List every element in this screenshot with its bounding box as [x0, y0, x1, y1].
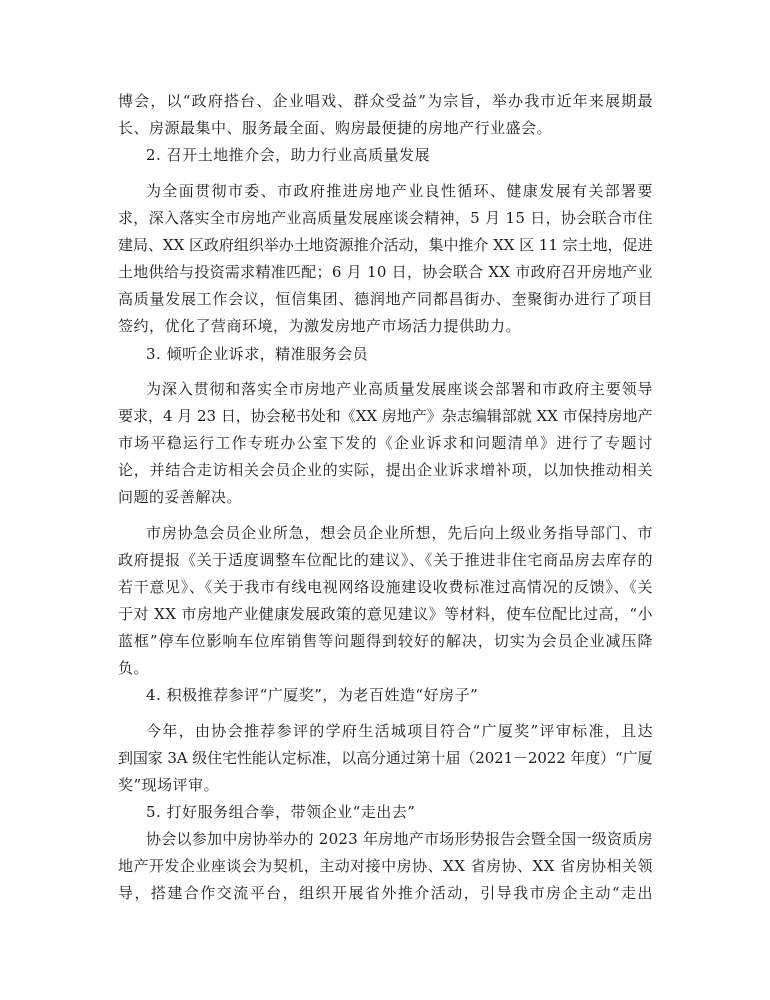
text-line: 若干意见》、《关于我市有线电视网络设施建设收费标准过高情况的反馈》、《关	[118, 578, 654, 596]
text-line: 奖”现场评审。	[118, 776, 220, 794]
text-line: 地产开发企业座谈会为契机，主动对接中房协、XX 省房协、XX 省房协相关领	[118, 857, 653, 875]
text-line: 问题的妥善解决。	[118, 488, 243, 506]
text-line: 签约，优化了营商环境，为激发房地产市场活力提供助力。	[118, 317, 522, 335]
text-line: 土地供给与投资需求精准匹配；6 月 10 日，协会联合 XX 市政府召开房地产业	[118, 263, 653, 281]
text-line: 为全面贯彻市委、市政府推进房地产业良性循环、健康发展有关部署要	[146, 182, 654, 200]
text-line: 要求，4 月 23 日，协会秘书处和《XX 房地产》杂志编辑部就 XX 市保持房地产	[118, 407, 653, 425]
text-line: 4. 积极推荐参评“广厦奖”，为老百姓造“好房子”	[146, 686, 479, 704]
text-line: 今年，由协会推荐参评的学府生活城项目符合“广厦奖”评审标准，且达	[146, 722, 654, 740]
text-line: 3. 倾听企业诉求，精准服务会员	[146, 345, 369, 363]
text-line: 求，深入落实全市房地产业高质量发展座谈会精神，5 月 15 日，协会联合市住	[118, 209, 653, 227]
text-line: 建局、XX 区政府组织举办土地资源推介活动，集中推介 XX 区 11 宗土地，促进	[118, 236, 653, 254]
text-line: 论，并结合走访相关会员企业的实际，提出企业诉求增补项，以加快推动相关	[118, 461, 654, 479]
text-line: 市场平稳运行工作专班办公室下发的《企业诉求和问题清单》进行了专题讨	[118, 434, 654, 452]
text-line: 博会，以“政府搭台、企业唱戏、群众受益”为宗旨，举办我市近年来展期最	[118, 92, 654, 110]
text-line: 导，搭建合作交流平台，组织开展省外推介活动，引导我市房企主动“走出	[118, 884, 654, 902]
text-line: 5. 打好服务组合拳，带领企业“走出去”	[146, 803, 416, 821]
text-line: 高质量发展工作会议，恒信集团、德润地产同都昌街办、奎聚街办进行了项目	[118, 290, 654, 308]
text-line: 2. 召开土地推介会，助力行业高质量发展	[146, 146, 431, 164]
text-line: 市房协急会员企业所急，想会员企业所想，先后向上级业务指导部门、市	[146, 524, 654, 542]
text-line: 为深入贯彻和落实全市房地产业高质量发展座谈会部署和市政府主要领导	[146, 380, 654, 398]
text-line: 于对 XX 市房地产业健康发展政策的意见建议》等材料，使车位配比过高，“小	[118, 605, 653, 623]
text-line: 长、房源最集中、服务最全面、购房最便捷的房地产行业盛会。	[118, 119, 553, 137]
text-line: 负。	[118, 659, 150, 677]
text-line: 政府提报《关于适度调整车位配比的建议》、《关于推进非住宅商品房去库存的	[118, 551, 654, 569]
text-line: 到国家 3A 级住宅性能认定标准，以高分通过第十届（2021－2022 年度）“广厦	[118, 749, 653, 767]
text-line: 蓝框”停车位影响车位库销售等问题得到较好的解决，切实为会员企业减压降	[118, 632, 654, 650]
text-line: 协会以参加中房协举办的 2023 年房地产市场形势报告会暨全国一级资质房	[146, 830, 653, 848]
